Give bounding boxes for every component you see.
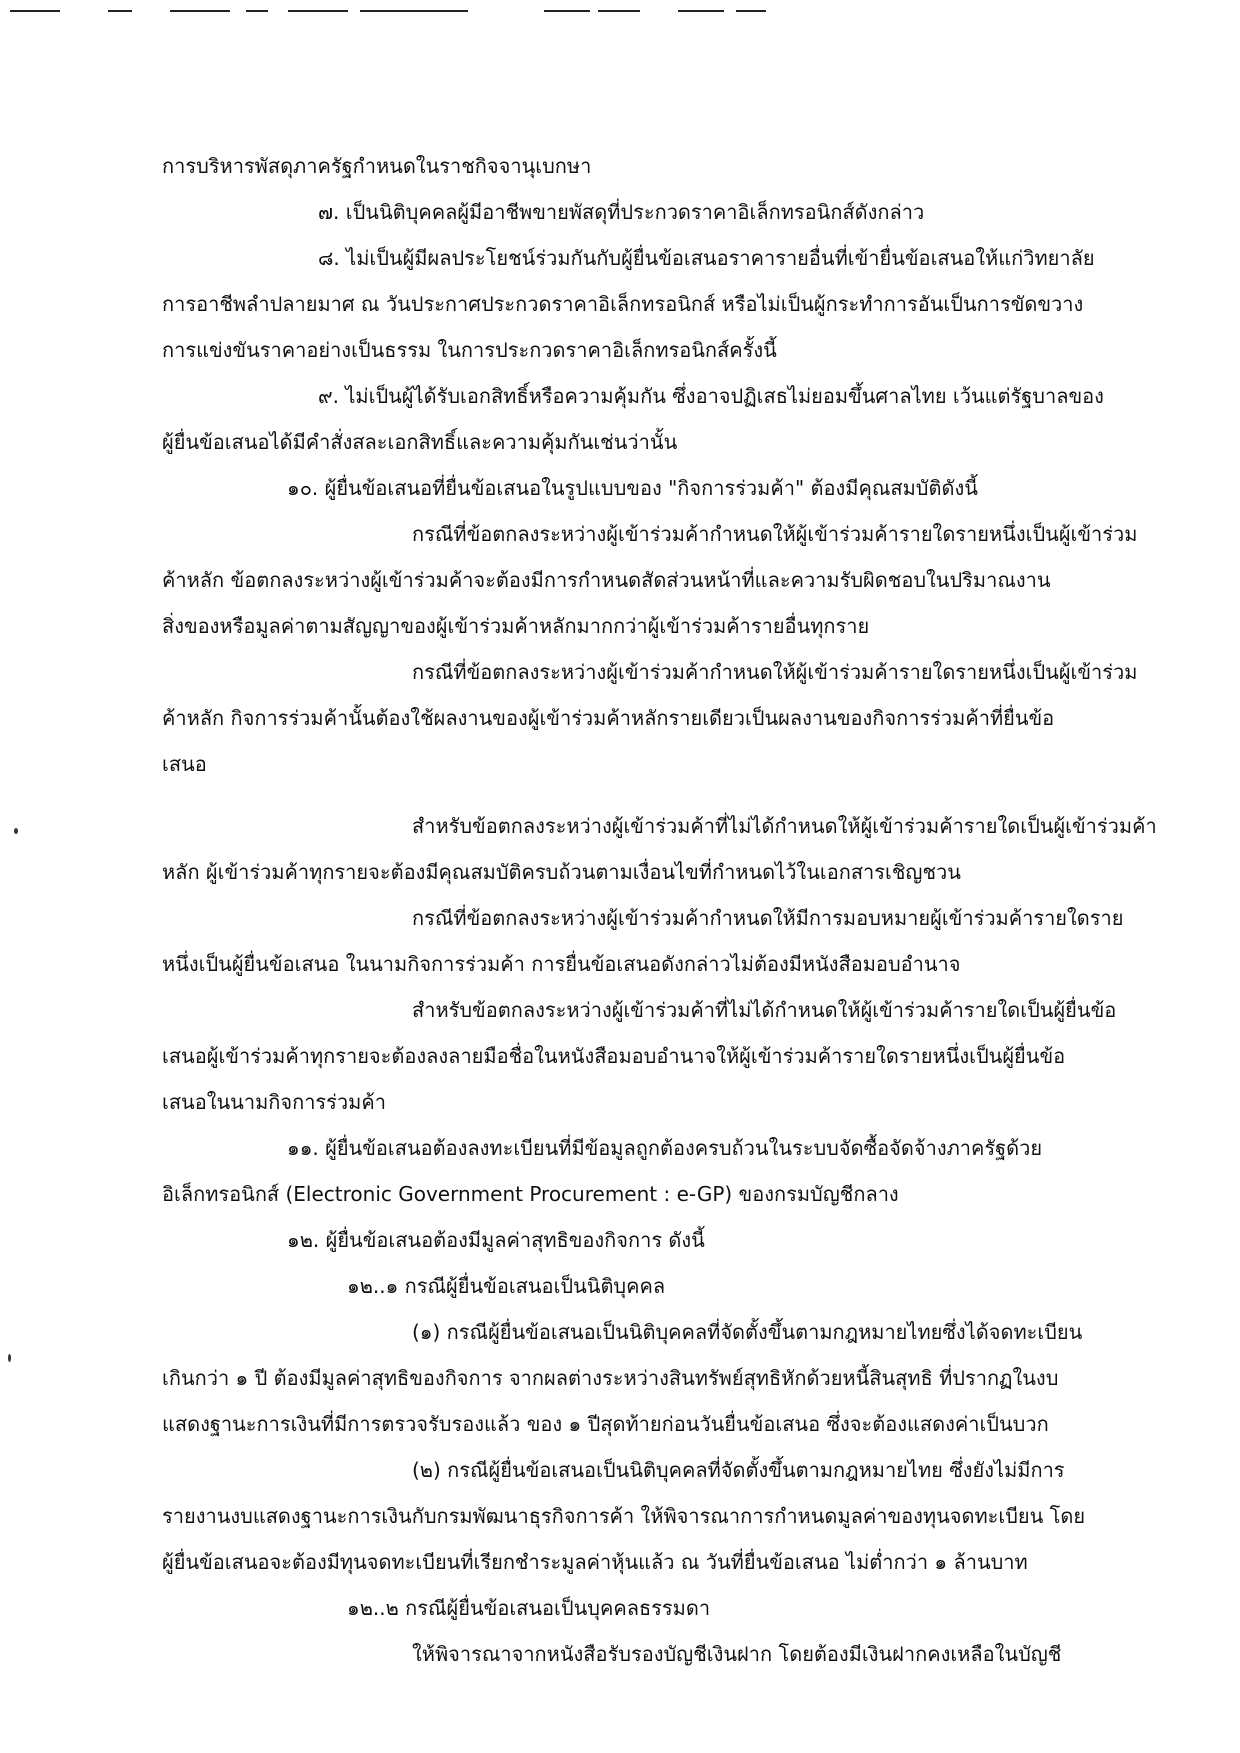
scan-speck	[8, 1354, 11, 1362]
text-line: รายงานงบแสดงฐานะการเงินกับกรมพัฒนาธุรกิจการค้า ให้พิจารณาการกำหนดมูลค่าของทุนจดทะเบียน โดย	[162, 1504, 1086, 1528]
scan-mark	[170, 10, 230, 12]
scan-mark	[288, 10, 348, 12]
text-line: ๑๒..๒ กรณีผู้ยื่นข้อเสนอเป็นบุคคลธรรมดา	[347, 1596, 711, 1620]
text-line: ๑๑. ผู้ยื่นข้อเสนอต้องลงทะเบียนที่มีข้อมูลถูกต้องครบถ้วนในระบบจัดซื้อจัดจ้างภาครัฐด้วย	[287, 1136, 1043, 1160]
text-line: (๒) กรณีผู้ยื่นข้อเสนอเป็นนิติบุคคลที่จัดตั้งขึ้นตามกฎหมายไทย ซึ่งยังไม่มีการ	[412, 1458, 1065, 1482]
scan-mark	[736, 10, 766, 12]
text-line: ๘. ไม่เป็นผู้มีผลประโยชน์ร่วมกันกับผู้ยื่นข้อเสนอราคารายอื่นที่เข้ายื่นข้อเสนอให้แก่วิทยาลัย	[318, 246, 1095, 270]
text-line: เสนอ	[162, 752, 207, 776]
scan-top-edge	[0, 0, 1240, 20]
text-line: สิ่งของหรือมูลค่าตามสัญญาของผู้เข้าร่วมค้าหลักมากกว่าผู้เข้าร่วมค้ารายอื่นทุกราย	[162, 614, 870, 638]
scan-mark	[678, 10, 724, 12]
text-line: หลัก ผู้เข้าร่วมค้าทุกรายจะต้องมีคุณสมบัติครบถ้วนตามเงื่อนไขที่กำหนดไว้ในเอกสารเชิญชวน	[162, 860, 961, 884]
text-line: ๑๒. ผู้ยื่นข้อเสนอต้องมีมูลค่าสุทธิของกิจการ ดังนี้	[287, 1228, 705, 1252]
text-line: ๑๒..๑ กรณีผู้ยื่นข้อเสนอเป็นนิติบุคคล	[347, 1274, 666, 1298]
text-line: ๑๐. ผู้ยื่นข้อเสนอที่ยื่นข้อเสนอในรูปแบบของ "กิจการร่วมค้า" ต้องมีคุณสมบัติดังนี้	[287, 476, 978, 500]
text-line: แสดงฐานะการเงินที่มีการตรวจรับรองแล้ว ของ ๑ ปีสุดท้ายก่อนวันยื่นข้อเสนอ ซึ่งจะต้องแสดงค่าเป็นบวก	[162, 1412, 1049, 1436]
text-line: สำหรับข้อตกลงระหว่างผู้เข้าร่วมค้าที่ไม่ได้กำหนดให้ผู้เข้าร่วมค้ารายใดเป็นผู้เข้าร่วมค้า	[412, 814, 1157, 838]
text-line: กรณีที่ข้อตกลงระหว่างผู้เข้าร่วมค้ากำหนดให้ผู้เข้าร่วมค้ารายใดรายหนึ่งเป็นผู้เข้าร่วม	[412, 522, 1138, 546]
text-line: ให้พิจารณาจากหนังสือรับรองบัญชีเงินฝาก โดยต้องมีเงินฝากคงเหลือในบัญชี	[412, 1642, 1062, 1666]
text-line: การบริหารพัสดุภาครัฐกำหนดในราชกิจจานุเบกษา	[162, 154, 592, 178]
text-line: อิเล็กทรอนิกส์ (Electronic Government Procurement : e-GP) ของกรมบัญชีกลาง	[162, 1182, 899, 1206]
text-line: เสนอผู้เข้าร่วมค้าทุกรายจะต้องลงลายมือชื่อในหนังสือมอบอำนาจให้ผู้เข้าร่วมค้ารายใดรายหนึ่งเป็นผู้ยื่นข้อ	[162, 1044, 1066, 1068]
scan-speck	[14, 828, 18, 834]
text-line: กรณีที่ข้อตกลงระหว่างผู้เข้าร่วมค้ากำหนดให้ผู้เข้าร่วมค้ารายใดรายหนึ่งเป็นผู้เข้าร่วม	[412, 660, 1138, 684]
scan-mark	[598, 10, 640, 12]
text-line: สำหรับข้อตกลงระหว่างผู้เข้าร่วมค้าที่ไม่ได้กำหนดให้ผู้เข้าร่วมค้ารายใดเป็นผู้ยื่นข้อ	[412, 998, 1117, 1022]
scan-mark	[360, 10, 468, 12]
text-line: การอาชีพลำปลายมาศ ณ วันประกาศประกวดราคาอิเล็กทรอนิกส์ หรือไม่เป็นผู้กระทำการอันเป็นการขัดขวาง	[162, 292, 1084, 316]
scan-mark	[10, 10, 60, 12]
scan-mark	[246, 10, 268, 12]
text-line: ผู้ยื่นข้อเสนอได้มีคำสั่งสละเอกสิทธิ์และความคุ้มกันเช่นว่านั้น	[162, 430, 678, 454]
text-line: ผู้ยื่นข้อเสนอจะต้องมีทุนจดทะเบียนที่เรียกชำระมูลค่าหุ้นแล้ว ณ วันที่ยื่นข้อเสนอ ไม่ต่ำกว่า ๑ ล้านบาท	[162, 1550, 1028, 1574]
text-line: กรณีที่ข้อตกลงระหว่างผู้เข้าร่วมค้ากำหนดให้มีการมอบหมายผู้เข้าร่วมค้ารายใดราย	[412, 906, 1124, 930]
scan-mark	[108, 10, 132, 12]
text-line: ๗. เป็นนิติบุคคลผู้มีอาชีพขายพัสดุที่ประกวดราคาอิเล็กทรอนิกส์ดังกล่าว	[318, 200, 925, 224]
text-line: การแข่งขันราคาอย่างเป็นธรรม ในการประกวดราคาอิเล็กทรอนิกส์ครั้งนี้	[162, 338, 777, 362]
text-line: เกินกว่า ๑ ปี ต้องมีมูลค่าสุทธิของกิจการ จากผลต่างระหว่างสินทรัพย์สุทธิหักด้วยหนี้สินสุทธิ ที่ปรากฏในงบ	[162, 1366, 1059, 1390]
text-line: ๙. ไม่เป็นผู้ได้รับเอกสิทธิ์หรือความคุ้มกัน ซึ่งอาจปฏิเสธไม่ยอมขึ้นศาลไทย เว้นแต่รัฐบาลของ	[318, 384, 1104, 408]
scan-mark	[544, 10, 590, 12]
text-line: หนึ่งเป็นผู้ยื่นข้อเสนอ ในนามกิจการร่วมค้า การยื่นข้อเสนอดังกล่าวไม่ต้องมีหนังสือมอบอำนาจ	[162, 952, 961, 976]
text-line: เสนอในนามกิจการร่วมค้า	[162, 1090, 386, 1114]
text-line: (๑) กรณีผู้ยื่นข้อเสนอเป็นนิติบุคคลที่จัดตั้งขึ้นตามกฎหมายไทยซึ่งได้จดทะเบียน	[412, 1320, 1083, 1344]
text-line: ค้าหลัก ข้อตกลงระหว่างผู้เข้าร่วมค้าจะต้องมีการกำหนดสัดส่วนหน้าที่และความรับผิดชอบในปริมาณงาน	[162, 568, 1051, 592]
text-line: ค้าหลัก กิจการร่วมค้านั้นต้องใช้ผลงานของผู้เข้าร่วมค้าหลักรายเดียวเป็นผลงานของกิจการร่วมค้าที่ยื่นข้อ	[162, 706, 1055, 730]
